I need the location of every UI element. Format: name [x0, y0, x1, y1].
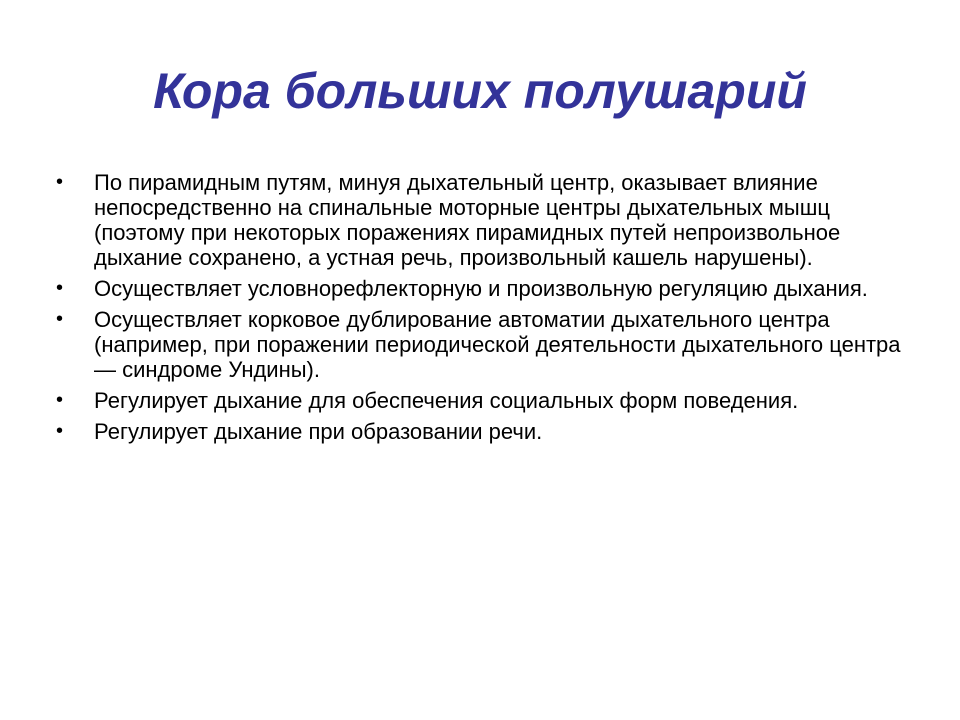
bullet-item	[54, 276, 904, 301]
bullet-icon: •	[56, 277, 64, 299]
bullet-text: Регулирует дыхание для обеспечения социальных форм поведения.	[94, 388, 799, 413]
bullet-text: По пирамидным путям, минуя дыхательный центр, оказывает влияние непосредственно на спинальные моторные центры дыхательных мышц (поэтому при некоторых поражениях пирамидных путей непроизвольное дыхание сохранено, а устная речь, произвольный кашель нарушены).	[94, 170, 841, 270]
slide-title: Кора больших полушарий	[153, 63, 807, 119]
bullet-text: Осуществляет условнорефлекторную и произвольную регуляцию дыхания.	[94, 276, 868, 301]
bullet-icon: •	[56, 171, 64, 193]
bullet-icon: •	[56, 308, 64, 330]
bullet-item	[54, 419, 904, 444]
bullet-icon: •	[56, 420, 64, 442]
bullet-icon: •	[56, 389, 64, 411]
bullet-text: Регулирует дыхание при образовании речи.	[94, 419, 543, 444]
bullet-text: Осуществляет корковое дублирование автоматии дыхательного центра (например, при поражении периодической деятельности дыхательного центра — синдроме Ундины).	[94, 307, 901, 382]
bullet-item	[54, 170, 904, 270]
bullet-item	[54, 307, 904, 382]
bullet-list	[54, 170, 904, 450]
bullet-item	[54, 388, 904, 413]
